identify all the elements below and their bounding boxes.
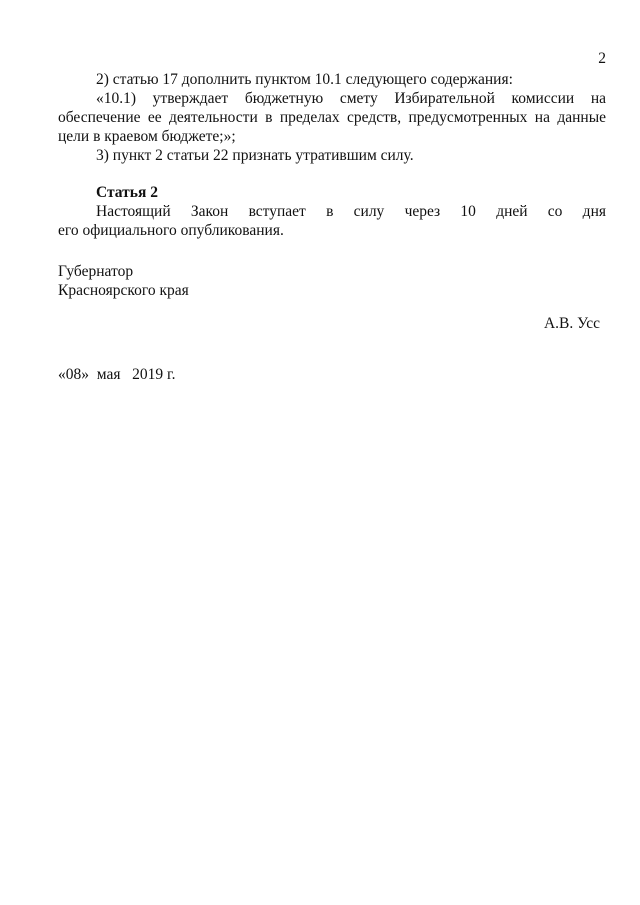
paragraph-quote-line-1: «10.1) утверждает бюджетную смету Избирательной комиссии на [96, 90, 606, 107]
paragraph-amendment-1: 2) статью 17 дополнить пунктом 10.1 следующего содержания: [96, 71, 513, 88]
page-number: 2 [598, 50, 606, 67]
signature-block [58, 262, 606, 332]
paragraph-quote-rest: обеспечение ее деятельности в пределах средств, предусмотренных на данные цели в краевом бюджете;»; [58, 109, 606, 145]
signature-title-line-1: Губернатор [58, 263, 134, 280]
paragraph-effective-line-1: Настоящий Закон вступает в силу через 10 дней со дня [96, 203, 606, 220]
paragraph-amendment-3: 3) пункт 2 статьи 22 признать утратившим силу. [96, 147, 414, 164]
article-heading: Статья 2 [96, 184, 158, 201]
document-date: «08» мая 2019 г. [58, 366, 176, 383]
paragraph-effective-line-2: его официального опубликования. [58, 222, 284, 239]
document-body [58, 70, 606, 240]
signature-title-line-2: Красноярского края [58, 282, 189, 299]
signatory-name: А.В. Усс [543, 315, 600, 332]
